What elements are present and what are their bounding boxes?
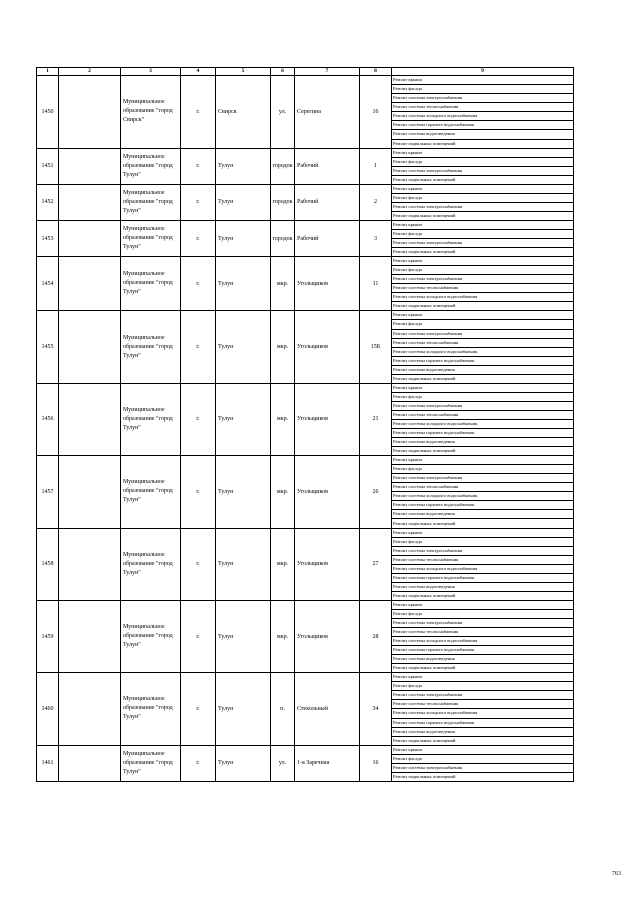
record-number: 1452 bbox=[37, 184, 59, 220]
locality-name: Тулун bbox=[216, 148, 271, 184]
work-type: Ремонт системы горячего водоснабжения bbox=[392, 573, 574, 582]
record-col2 bbox=[59, 745, 121, 781]
work-type: Ремонт подвальных помещений bbox=[392, 211, 574, 220]
header-row bbox=[37, 68, 574, 76]
work-type: Ремонт подвальных помещений bbox=[392, 664, 574, 673]
locality-name: Тулун bbox=[216, 456, 271, 528]
municipality-name: Муниципальное образование "город Тулун" bbox=[121, 148, 181, 184]
work-type: Ремонт системы водоотведения bbox=[392, 655, 574, 664]
work-type: Ремонт фасада bbox=[392, 392, 574, 401]
municipality-name: Муниципальное образование "город Тулун" bbox=[121, 528, 181, 600]
table-row bbox=[37, 184, 574, 193]
work-type: Ремонт фасада bbox=[392, 320, 574, 329]
work-type: Ремонт системы электроснабжения bbox=[392, 275, 574, 284]
work-type: Ремонт системы водоотведения bbox=[392, 727, 574, 736]
work-type: Ремонт крыши bbox=[392, 600, 574, 609]
work-type: Ремонт крыши bbox=[392, 528, 574, 537]
locality-name: Тулун bbox=[216, 600, 271, 672]
record-col2 bbox=[59, 257, 121, 311]
work-type: Ремонт подвальных помещений bbox=[392, 736, 574, 745]
municipality-name: Муниципальное образование "город Тулун" bbox=[121, 220, 181, 256]
record-col2 bbox=[59, 220, 121, 256]
work-type: Ремонт крыши bbox=[392, 148, 574, 157]
record-number: 1461 bbox=[37, 745, 59, 781]
work-type: Ремонт системы теплоснабжения bbox=[392, 103, 574, 112]
table-row bbox=[37, 673, 574, 682]
table-body bbox=[37, 76, 574, 782]
street-name: Угольщиков bbox=[295, 600, 360, 672]
work-type: Ремонт системы холодного водоснабжения bbox=[392, 293, 574, 302]
house-number: 2 bbox=[360, 184, 392, 220]
locality-type: г. bbox=[181, 456, 216, 528]
house-number: 27 bbox=[360, 528, 392, 600]
locality-type: г. bbox=[181, 383, 216, 455]
record-number: 1455 bbox=[37, 311, 59, 383]
table-row bbox=[37, 456, 574, 465]
work-type: Ремонт системы холодного водоснабжения bbox=[392, 564, 574, 573]
municipality-name: Муниципальное образование "город Тулун" bbox=[121, 673, 181, 745]
work-type: Ремонт подвальных помещений bbox=[392, 248, 574, 257]
record-col2 bbox=[59, 528, 121, 600]
municipality-name: Муниципальное образование "город Тулун" bbox=[121, 311, 181, 383]
street-name: Угольщиков bbox=[295, 257, 360, 311]
work-type: Ремонт системы электроснабжения bbox=[392, 94, 574, 103]
house-number: 16 bbox=[360, 76, 392, 148]
col-header-6: 6 bbox=[271, 68, 295, 76]
work-type: Ремонт системы горячего водоснабжения bbox=[392, 501, 574, 510]
street-type: ул. bbox=[271, 76, 295, 148]
work-type: Ремонт системы электроснабжения bbox=[392, 546, 574, 555]
work-type: Ремонт системы теплоснабжения bbox=[392, 700, 574, 709]
work-type: Ремонт системы холодного водоснабжения bbox=[392, 637, 574, 646]
work-type: Ремонт системы водоотведения bbox=[392, 130, 574, 139]
work-type: Ремонт подвальных помещений bbox=[392, 374, 574, 383]
work-type: Ремонт фасада bbox=[392, 754, 574, 763]
record-col2 bbox=[59, 456, 121, 528]
work-type: Ремонт фасада bbox=[392, 682, 574, 691]
municipality-name: Муниципальное образование "город Тулун" bbox=[121, 600, 181, 672]
house-number: 1 bbox=[360, 148, 392, 184]
locality-name: Тулун bbox=[216, 745, 271, 781]
work-type: Ремонт системы электроснабжения bbox=[392, 166, 574, 175]
col-header-4: 4 bbox=[181, 68, 216, 76]
work-type: Ремонт системы теплоснабжения bbox=[392, 628, 574, 637]
locality-name: Тулун bbox=[216, 257, 271, 311]
work-type: Ремонт подвальных помещений bbox=[392, 302, 574, 311]
locality-name: Тулун bbox=[216, 220, 271, 256]
locality-name: Свирск bbox=[216, 76, 271, 148]
work-type: Ремонт крыши bbox=[392, 311, 574, 320]
work-type: Ремонт системы электроснабжения bbox=[392, 202, 574, 211]
municipality-name: Муниципальное образование "город Тулун" bbox=[121, 745, 181, 781]
locality-type: г. bbox=[181, 311, 216, 383]
work-type: Ремонт системы электроснабжения bbox=[392, 691, 574, 700]
locality-type: г. bbox=[181, 76, 216, 148]
work-type: Ремонт системы горячего водоснабжения bbox=[392, 646, 574, 655]
record-col2 bbox=[59, 600, 121, 672]
work-type: Ремонт системы электроснабжения bbox=[392, 239, 574, 248]
table-row bbox=[37, 600, 574, 609]
table-row bbox=[37, 745, 574, 754]
col-header-9: 9 bbox=[392, 68, 574, 76]
street-type: мкр. bbox=[271, 311, 295, 383]
work-type: Ремонт подвальных помещений bbox=[392, 772, 574, 781]
work-type: Ремонт крыши bbox=[392, 383, 574, 392]
street-type: п. bbox=[271, 673, 295, 745]
municipality-name: Муниципальное образование "город Свирск" bbox=[121, 76, 181, 148]
table-row bbox=[37, 148, 574, 157]
street-name: 1-я Заречная bbox=[295, 745, 360, 781]
repair-program-table bbox=[36, 67, 574, 782]
record-col2 bbox=[59, 311, 121, 383]
work-type: Ремонт системы холодного водоснабжения bbox=[392, 112, 574, 121]
municipality-name: Муниципальное образование "город Тулун" bbox=[121, 257, 181, 311]
work-type: Ремонт подвальных помещений bbox=[392, 175, 574, 184]
house-number: 11 bbox=[360, 257, 392, 311]
street-name: Угольщиков bbox=[295, 311, 360, 383]
work-type: Ремонт системы теплоснабжения bbox=[392, 410, 574, 419]
col-header-5: 5 bbox=[216, 68, 271, 76]
record-number: 1454 bbox=[37, 257, 59, 311]
street-type: городок bbox=[271, 220, 295, 256]
record-col2 bbox=[59, 673, 121, 745]
street-name: Рабочий bbox=[295, 184, 360, 220]
record-number: 1459 bbox=[37, 600, 59, 672]
street-name: Серегина bbox=[295, 76, 360, 148]
locality-type: г. bbox=[181, 257, 216, 311]
municipality-name: Муниципальное образование "город Тулун" bbox=[121, 383, 181, 455]
work-type: Ремонт системы холодного водоснабжения bbox=[392, 419, 574, 428]
col-header-8: 8 bbox=[360, 68, 392, 76]
work-type: Ремонт подвальных помещений bbox=[392, 139, 574, 148]
record-number: 1450 bbox=[37, 76, 59, 148]
street-type: мкр. bbox=[271, 528, 295, 600]
table-row bbox=[37, 383, 574, 392]
work-type: Ремонт системы водоотведения bbox=[392, 510, 574, 519]
work-type: Ремонт фасада bbox=[392, 266, 574, 275]
work-type: Ремонт системы электроснабжения bbox=[392, 329, 574, 338]
locality-type: г. bbox=[181, 528, 216, 600]
street-type: мкр. bbox=[271, 600, 295, 672]
table-row bbox=[37, 257, 574, 266]
record-number: 1456 bbox=[37, 383, 59, 455]
table-row bbox=[37, 311, 574, 320]
work-type: Ремонт системы горячего водоснабжения bbox=[392, 356, 574, 365]
work-type: Ремонт фасада bbox=[392, 229, 574, 238]
work-type: Ремонт фасада bbox=[392, 157, 574, 166]
work-type: Ремонт системы холодного водоснабжения bbox=[392, 347, 574, 356]
work-type: Ремонт крыши bbox=[392, 184, 574, 193]
locality-name: Тулун bbox=[216, 311, 271, 383]
work-type: Ремонт фасада bbox=[392, 465, 574, 474]
record-col2 bbox=[59, 148, 121, 184]
locality-name: Тулун bbox=[216, 383, 271, 455]
work-type: Ремонт системы холодного водоснабжения bbox=[392, 709, 574, 718]
locality-name: Тулун bbox=[216, 528, 271, 600]
col-header-3: 3 bbox=[121, 68, 181, 76]
street-name: Стекольный bbox=[295, 673, 360, 745]
locality-name: Тулун bbox=[216, 184, 271, 220]
work-type: Ремонт системы теплоснабжения bbox=[392, 284, 574, 293]
work-type: Ремонт крыши bbox=[392, 456, 574, 465]
work-type: Ремонт системы электроснабжения bbox=[392, 474, 574, 483]
house-number: 28 bbox=[360, 600, 392, 672]
work-type: Ремонт подвальных помещений bbox=[392, 519, 574, 528]
record-col2 bbox=[59, 184, 121, 220]
work-type: Ремонт фасада bbox=[392, 537, 574, 546]
street-name: Рабочий bbox=[295, 220, 360, 256]
work-type: Ремонт системы электроснабжения bbox=[392, 763, 574, 772]
record-number: 1458 bbox=[37, 528, 59, 600]
locality-type: г. bbox=[181, 673, 216, 745]
locality-name: Тулун bbox=[216, 673, 271, 745]
work-type: Ремонт системы теплоснабжения bbox=[392, 338, 574, 347]
work-type: Ремонт подвальных помещений bbox=[392, 591, 574, 600]
street-type: мкр. bbox=[271, 383, 295, 455]
house-number: 16 bbox=[360, 745, 392, 781]
record-number: 1453 bbox=[37, 220, 59, 256]
record-col2 bbox=[59, 76, 121, 148]
record-col2 bbox=[59, 383, 121, 455]
street-name: Угольщиков bbox=[295, 456, 360, 528]
page-number: 763 bbox=[612, 871, 621, 877]
work-type: Ремонт крыши bbox=[392, 220, 574, 229]
work-type: Ремонт системы водоотведения bbox=[392, 365, 574, 374]
street-type: мкр. bbox=[271, 456, 295, 528]
work-type: Ремонт системы горячего водоснабжения bbox=[392, 429, 574, 438]
street-type: городок bbox=[271, 148, 295, 184]
work-type: Ремонт системы холодного водоснабжения bbox=[392, 492, 574, 501]
table-row bbox=[37, 76, 574, 85]
col-header-7: 7 bbox=[295, 68, 360, 76]
house-number: 15Б bbox=[360, 311, 392, 383]
work-type: Ремонт фасада bbox=[392, 193, 574, 202]
work-type: Ремонт крыши bbox=[392, 257, 574, 266]
municipality-name: Муниципальное образование "город Тулун" bbox=[121, 456, 181, 528]
work-type: Ремонт подвальных помещений bbox=[392, 447, 574, 456]
locality-type: г. bbox=[181, 600, 216, 672]
work-type: Ремонт крыши bbox=[392, 745, 574, 754]
house-number: 34 bbox=[360, 673, 392, 745]
work-type: Ремонт фасада bbox=[392, 85, 574, 94]
locality-type: г. bbox=[181, 220, 216, 256]
work-type: Ремонт крыши bbox=[392, 673, 574, 682]
work-type: Ремонт системы горячего водоснабжения bbox=[392, 718, 574, 727]
col-header-1: 1 bbox=[37, 68, 59, 76]
record-number: 1460 bbox=[37, 673, 59, 745]
table-row bbox=[37, 220, 574, 229]
work-type: Ремонт системы электроснабжения bbox=[392, 401, 574, 410]
record-number: 1451 bbox=[37, 148, 59, 184]
street-name: Угольщиков bbox=[295, 528, 360, 600]
street-name: Рабочий bbox=[295, 148, 360, 184]
work-type: Ремонт системы горячего водоснабжения bbox=[392, 121, 574, 130]
work-type: Ремонт системы водоотведения bbox=[392, 438, 574, 447]
street-type: мкр. bbox=[271, 257, 295, 311]
work-type: Ремонт крыши bbox=[392, 76, 574, 85]
house-number: 21 bbox=[360, 383, 392, 455]
col-header-2: 2 bbox=[59, 68, 121, 76]
work-type: Ремонт системы электроснабжения bbox=[392, 619, 574, 628]
locality-type: г. bbox=[181, 184, 216, 220]
street-type: городок bbox=[271, 184, 295, 220]
municipality-name: Муниципальное образование "город Тулун" bbox=[121, 184, 181, 220]
table-row bbox=[37, 528, 574, 537]
record-number: 1457 bbox=[37, 456, 59, 528]
house-number: 26 bbox=[360, 456, 392, 528]
street-name: Угольщиков bbox=[295, 383, 360, 455]
locality-type: г. bbox=[181, 745, 216, 781]
work-type: Ремонт системы водоотведения bbox=[392, 582, 574, 591]
work-type: Ремонт системы теплоснабжения bbox=[392, 483, 574, 492]
work-type: Ремонт системы теплоснабжения bbox=[392, 555, 574, 564]
work-type: Ремонт фасада bbox=[392, 609, 574, 618]
locality-type: г. bbox=[181, 148, 216, 184]
house-number: 3 bbox=[360, 220, 392, 256]
street-type: ул. bbox=[271, 745, 295, 781]
